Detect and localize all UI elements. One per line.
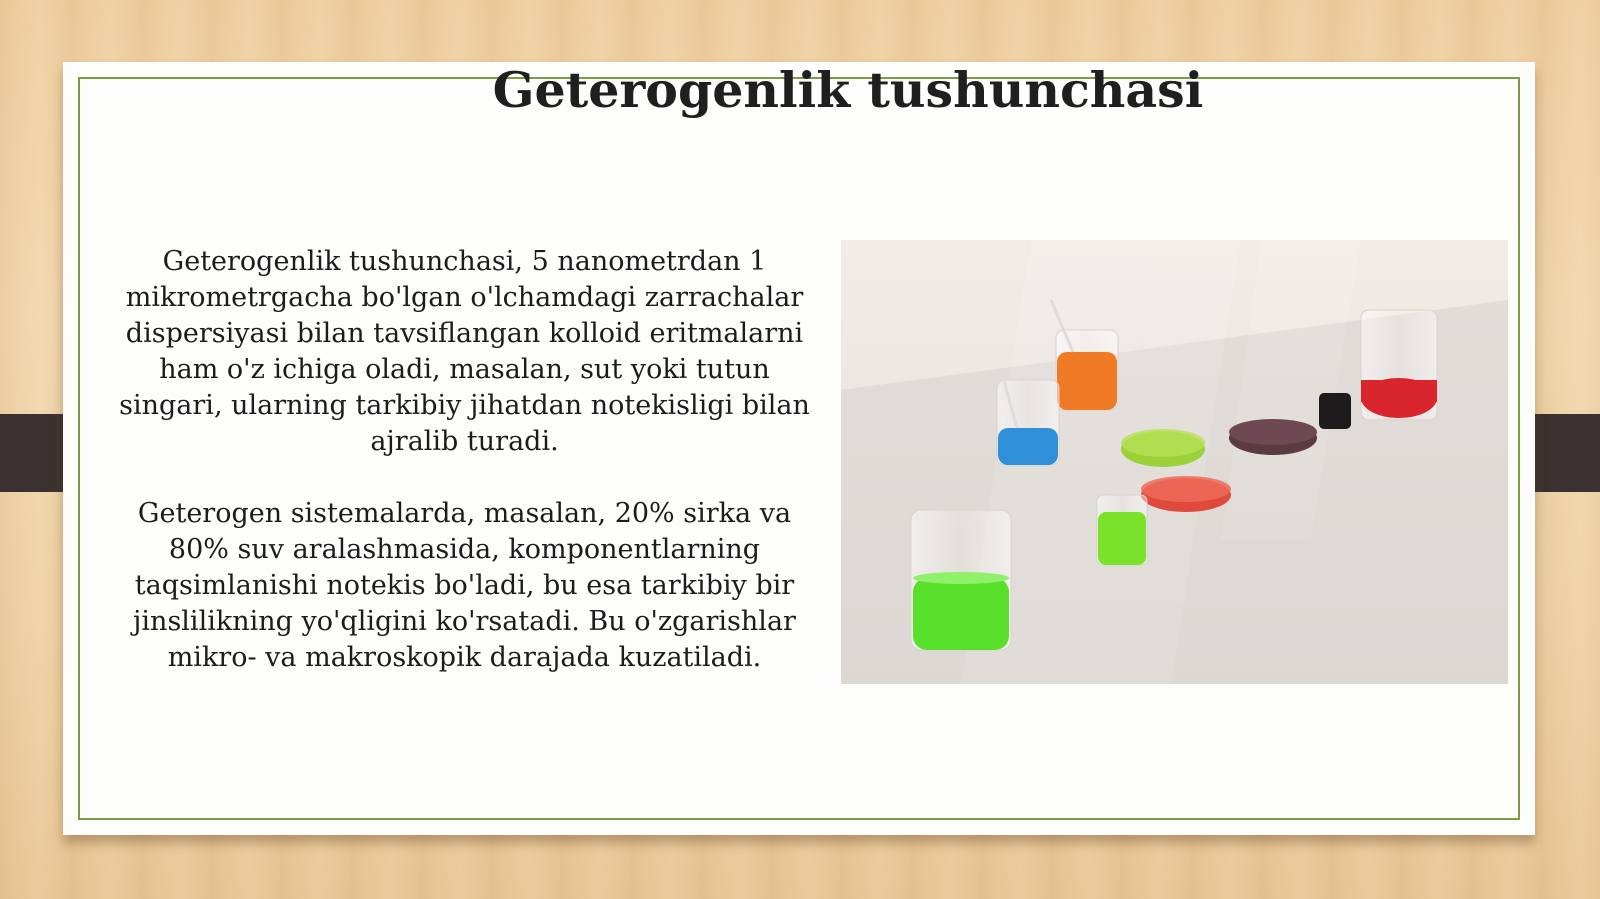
purple-dish [1229,419,1317,455]
body-text [107,244,822,676]
lab-glassware-photo [841,240,1508,684]
blue-beaker [997,370,1059,465]
red-beaker [1361,310,1437,420]
red-dish [1141,476,1231,512]
small-green-beaker [1097,495,1147,565]
paragraph-2: Geterogen sistemalarda, masalan, 20% sirka va 80% suv aralashmasida, komponentlarning taqsimlanishi notekis bo'ladi, bu esa tarkibiy bir jinslilikning yo'qligini ko'rsatadi. Bu o'zgarishlar mikro- va makroskopik darajada kuzatiladi. [133,498,796,673]
black-jar [1319,393,1351,429]
slide-card [63,62,1535,835]
large-green-beaker [911,510,1011,650]
slide-title: Geterogenlik tushunchasi [492,61,1204,119]
paragraph-1: Geterogenlik tushunchasi, 5 nanometrdan 1 mikrometrgacha bo'lgan o'lchamdagi zarrachalar dispersiyasi bilan tavsiflangan kolloid eritmalarni ham o'z ichiga oladi, masalan, sut yoki tutun singari, ularning tarkibiy jihatdan notekisligi bilan ajralib turadi. [119,246,810,457]
green-dish [1121,429,1205,467]
